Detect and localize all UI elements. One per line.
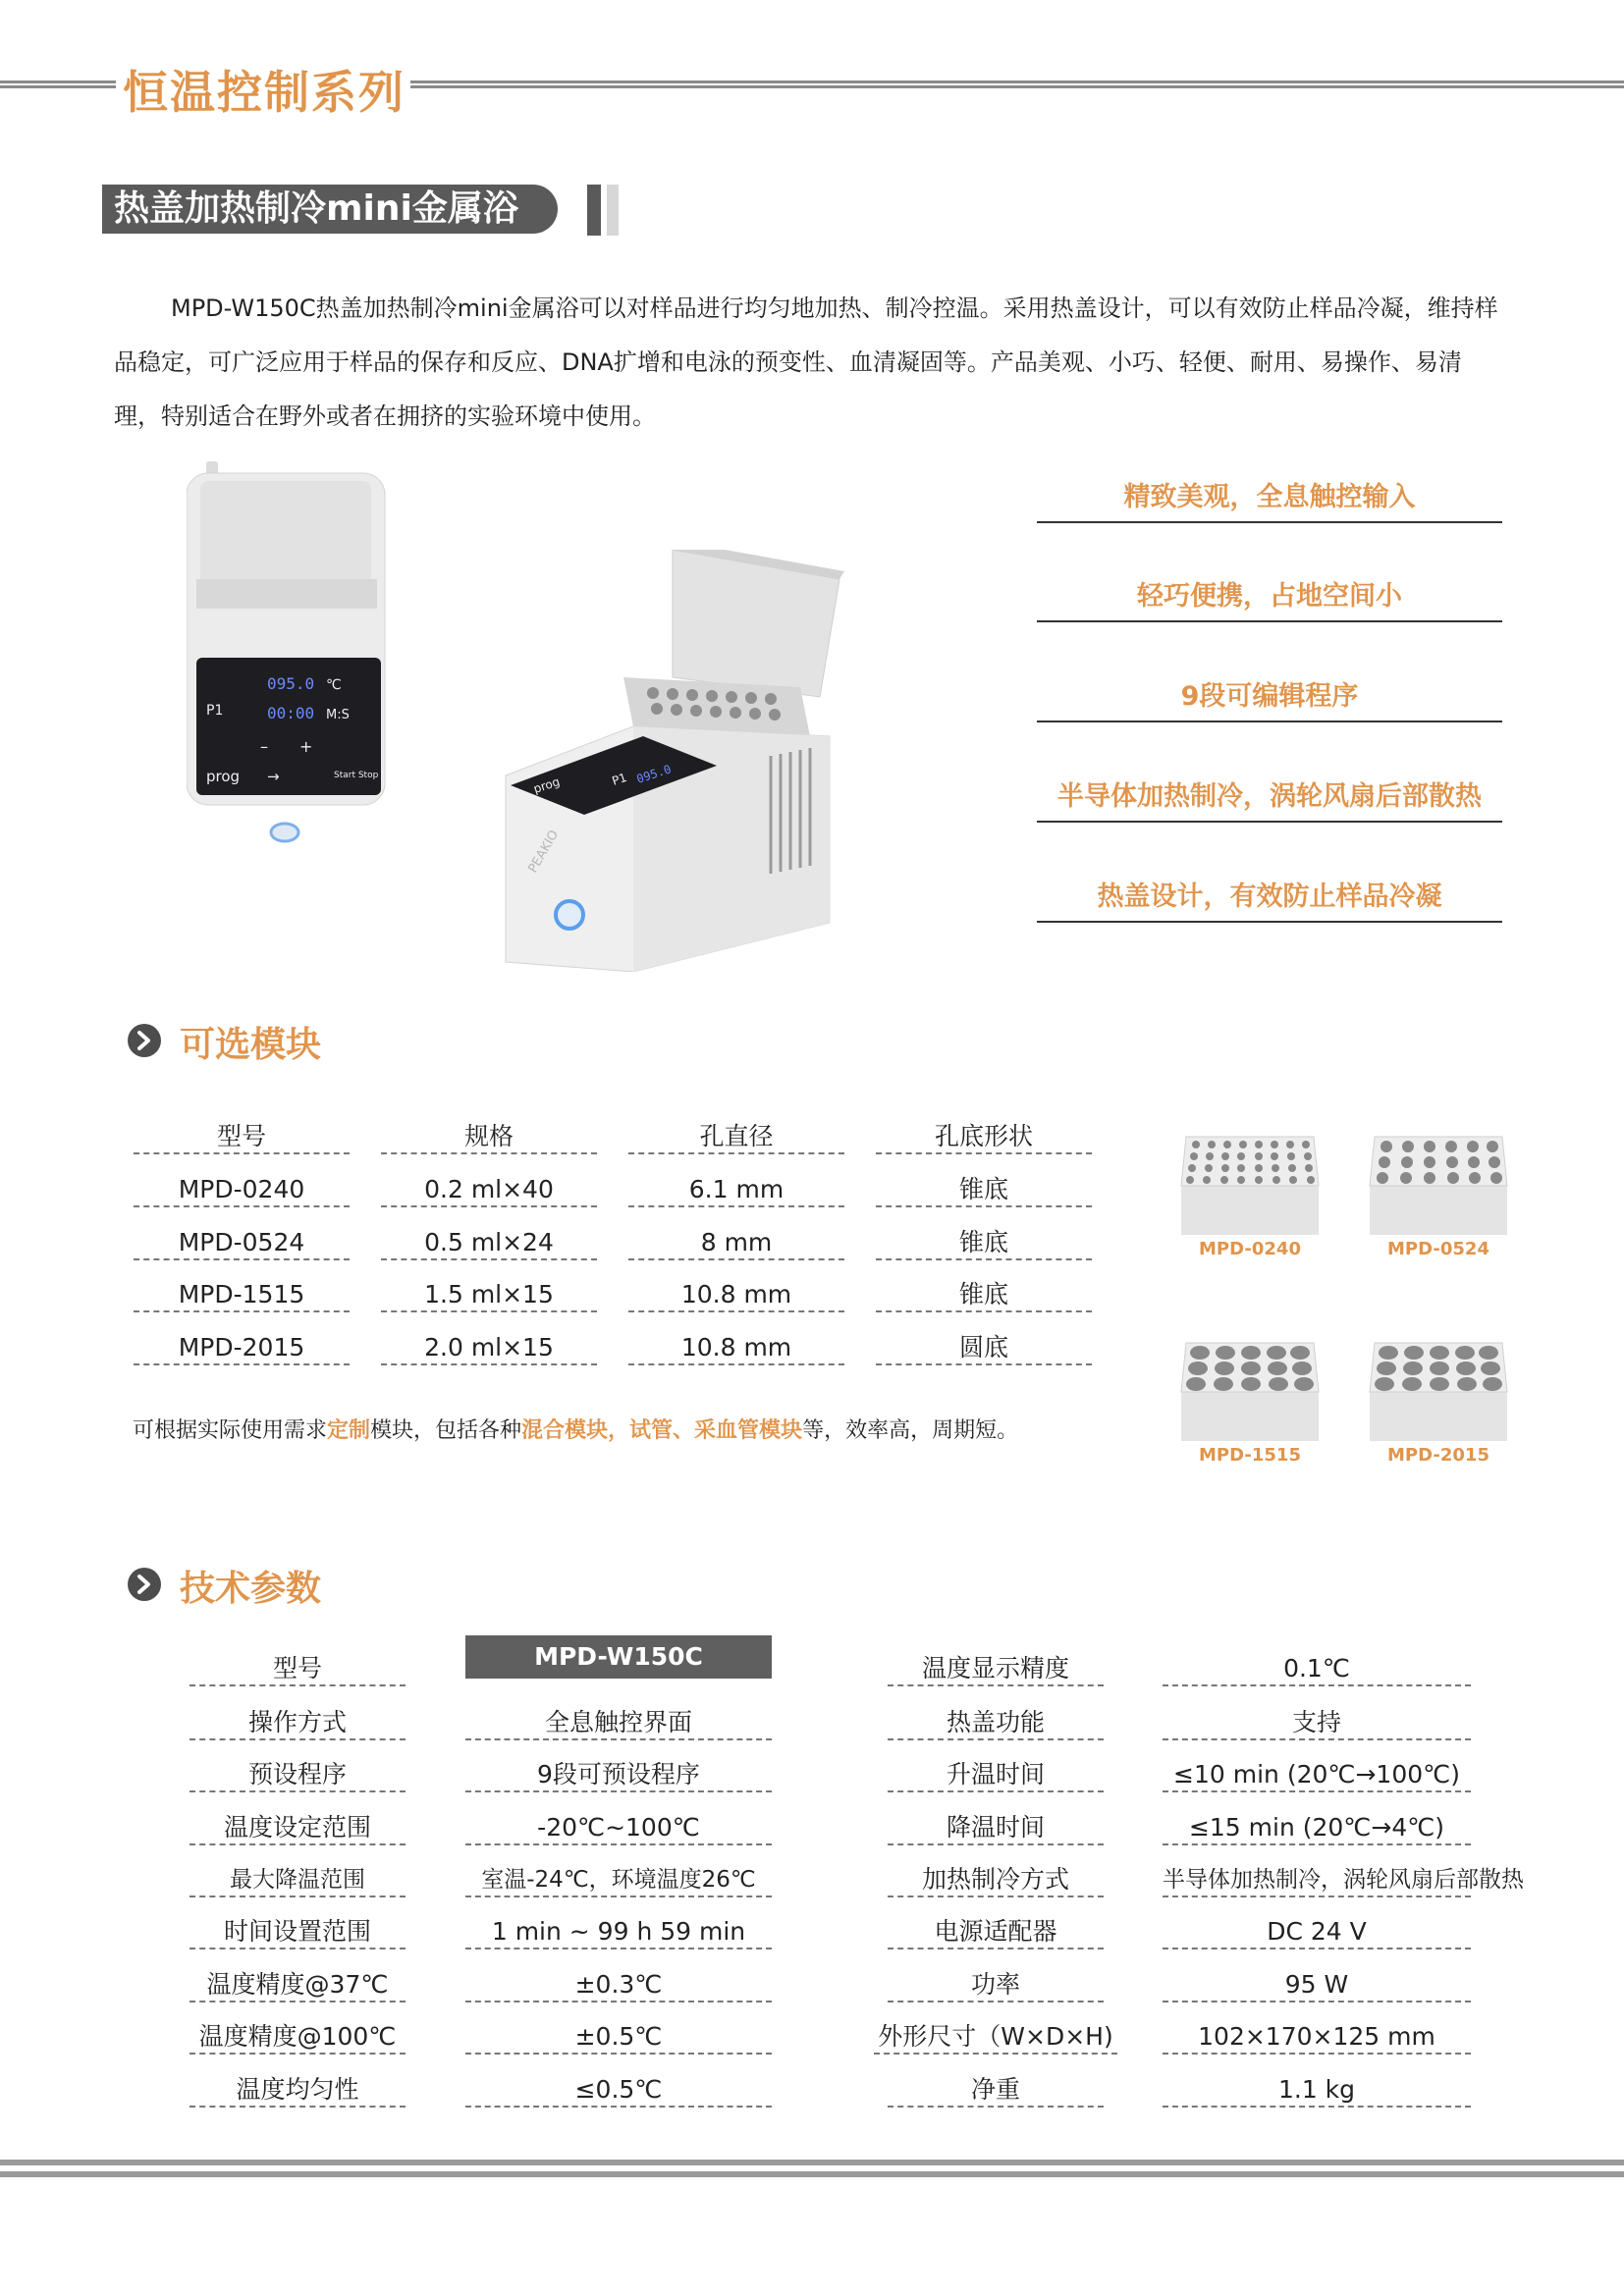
panel-start-stop: Start Stop <box>334 771 379 780</box>
module-block-2015-image <box>1365 1333 1512 1451</box>
feature-5: 热盖设计，有效防止样品冷凝 <box>1037 872 1502 923</box>
header-rule-left <box>0 80 116 88</box>
footer-rule <box>0 2160 1624 2177</box>
minus-icon: – <box>260 737 268 756</box>
series-title: 恒温控制系列 <box>123 66 406 119</box>
spec-value: ≤0.5℃ <box>465 2072 772 2108</box>
module-block-0524-image <box>1365 1127 1512 1245</box>
spec-label: 预设程序 <box>189 1757 406 1792</box>
panel-program: P1 <box>206 703 224 719</box>
arrow-right-icon: → <box>267 768 280 785</box>
feature-3: 9段可编辑程序 <box>1037 671 1502 722</box>
note-highlight: 混合模块，试管、采血管模块 <box>521 1418 803 1443</box>
spec-label: 升温时间 <box>888 1757 1104 1792</box>
note-text: 可根据实际使用需求 <box>133 1418 328 1443</box>
feature-1: 精致美观，全息触控输入 <box>1037 472 1502 523</box>
spec-label: 温度设定范围 <box>189 1810 406 1845</box>
chevron-right-icon <box>128 1568 161 1601</box>
spec-value: 1 min ~ 99 h 59 min <box>465 1914 772 1949</box>
spec-value: 1.1 kg <box>1163 2072 1471 2108</box>
spec-value: 95 W <box>1163 1967 1471 2002</box>
spec-label: 温度精度@100℃ <box>189 2019 406 2055</box>
spec-label: 温度精度@37℃ <box>189 1967 406 2002</box>
note-highlight: 定制 <box>327 1418 371 1443</box>
chevron-right-icon <box>128 1024 161 1057</box>
modules-title: 可选模块 <box>180 1025 322 1065</box>
feature-2: 轻巧便携，占地空间小 <box>1037 571 1502 622</box>
product-banner: 热盖加热制冷mini金属浴 <box>102 185 558 234</box>
modules-header-spec: 规格 <box>381 1119 597 1154</box>
angled-panel-prog: prog <box>531 774 562 796</box>
note-text: 模块，包括各种 <box>370 1418 522 1443</box>
angled-panel-program: P1 <box>610 770 629 788</box>
module-cell: 锥底 <box>876 1225 1092 1260</box>
module-block-label: MPD-0524 <box>1387 1239 1489 1259</box>
spec-value: 室温-24℃，环境温度26℃ <box>465 1862 772 1897</box>
module-cell: 0.2 ml×40 <box>381 1172 597 1207</box>
spec-label-model: 型号 <box>189 1651 406 1686</box>
spec-value: ≤10 min (20℃→100℃) <box>1163 1757 1471 1792</box>
spec-value: -20℃~100℃ <box>465 1810 772 1845</box>
spec-value: ±0.5℃ <box>465 2019 772 2055</box>
specs-title: 技术参数 <box>180 1569 322 1609</box>
spec-value: DC 24 V <box>1163 1914 1471 1949</box>
module-cell: 2.0 ml×15 <box>381 1330 597 1365</box>
spec-label: 降温时间 <box>888 1810 1104 1845</box>
module-block-label: MPD-0240 <box>1199 1239 1301 1259</box>
spec-label: 热盖功能 <box>888 1705 1104 1740</box>
brand-logo: PEAKIO <box>525 828 563 876</box>
module-cell: 10.8 mm <box>628 1330 844 1365</box>
angled-panel-temp: 095.0 <box>634 762 674 786</box>
module-cell: 0.5 ml×24 <box>381 1225 597 1260</box>
panel-prog: prog <box>206 768 241 785</box>
module-block-label: MPD-2015 <box>1387 1445 1489 1466</box>
spec-value: 102×170×125 mm <box>1163 2019 1471 2055</box>
module-block-label: MPD-1515 <box>1199 1445 1301 1466</box>
module-cell: MPD-0524 <box>134 1225 350 1260</box>
panel-time: 00:00 <box>267 704 315 722</box>
panel-temp: 095.0 <box>267 674 315 693</box>
spec-value: 支持 <box>1163 1705 1471 1740</box>
spec-value: 半导体加热制冷，涡轮风扇后部散热 <box>1163 1862 1471 1897</box>
spec-label: 操作方式 <box>189 1705 406 1740</box>
product-front-image <box>187 461 403 844</box>
spec-label: 温度均匀性 <box>189 2072 406 2108</box>
module-cell: MPD-2015 <box>134 1330 350 1365</box>
module-block-1515-image <box>1176 1333 1324 1451</box>
spec-label: 净重 <box>888 2072 1104 2108</box>
panel-temp-unit: ℃ <box>326 677 342 693</box>
spec-model-value: MPD-W150C <box>465 1635 772 1679</box>
spec-label: 外形尺寸（W×D×H) <box>874 2019 1117 2055</box>
spec-label: 时间设置范围 <box>189 1914 406 1949</box>
module-cell: 10.8 mm <box>628 1277 844 1312</box>
banner-mark-light <box>607 185 619 236</box>
spec-label: 加热制冷方式 <box>888 1862 1104 1897</box>
spec-value: 9段可预设程序 <box>465 1757 772 1792</box>
spec-value: 0.1℃ <box>1163 1651 1471 1686</box>
module-cell: 圆底 <box>876 1330 1092 1365</box>
product-angled-image <box>496 550 849 972</box>
spec-label: 功率 <box>888 1967 1104 2002</box>
module-cell: 锥底 <box>876 1277 1092 1312</box>
module-cell: 6.1 mm <box>628 1172 844 1207</box>
module-cell: 1.5 ml×15 <box>381 1277 597 1312</box>
modules-header-shape: 孔底形状 <box>876 1119 1092 1154</box>
header-rule-right <box>410 80 1624 88</box>
modules-header-diameter: 孔直径 <box>628 1119 844 1154</box>
module-cell: 8 mm <box>628 1225 844 1260</box>
spec-label: 最大降温范围 <box>189 1862 406 1897</box>
spec-value: 全息触控界面 <box>465 1705 772 1740</box>
spec-label: 温度显示精度 <box>888 1651 1104 1686</box>
spec-value: ≤15 min (20℃→4℃) <box>1163 1810 1471 1845</box>
module-cell: MPD-0240 <box>134 1172 350 1207</box>
intro-paragraph: MPD-W150C热盖加热制冷mini金属浴可以对样品进行均匀地加热、制冷控温。采用热盖设计，可以有效防止样品冷凝，维持样品稳定，可广泛应用于样品的保存和反应、DNA扩增和电泳的预变性、血清凝固等。产品美观、小巧、轻便、耐用、易操作、易清理，特别适合在野外或者在拥挤的实验环境中使用。 <box>114 294 1498 430</box>
banner-mark-dark <box>587 185 601 236</box>
note-text: 等，效率高，周期短。 <box>802 1418 1019 1443</box>
panel-time-unit: M:S <box>326 708 350 722</box>
module-cell: 锥底 <box>876 1172 1092 1207</box>
modules-header-model: 型号 <box>134 1119 350 1154</box>
spec-label: 电源适配器 <box>888 1914 1104 1949</box>
spec-value: ±0.3℃ <box>465 1967 772 2002</box>
module-cell: MPD-1515 <box>134 1277 350 1312</box>
modules-note <box>133 1414 1018 1444</box>
plus-icon: + <box>299 737 313 756</box>
feature-4: 半导体加热制冷，涡轮风扇后部散热 <box>1037 772 1502 823</box>
module-block-0240-image <box>1176 1127 1324 1245</box>
